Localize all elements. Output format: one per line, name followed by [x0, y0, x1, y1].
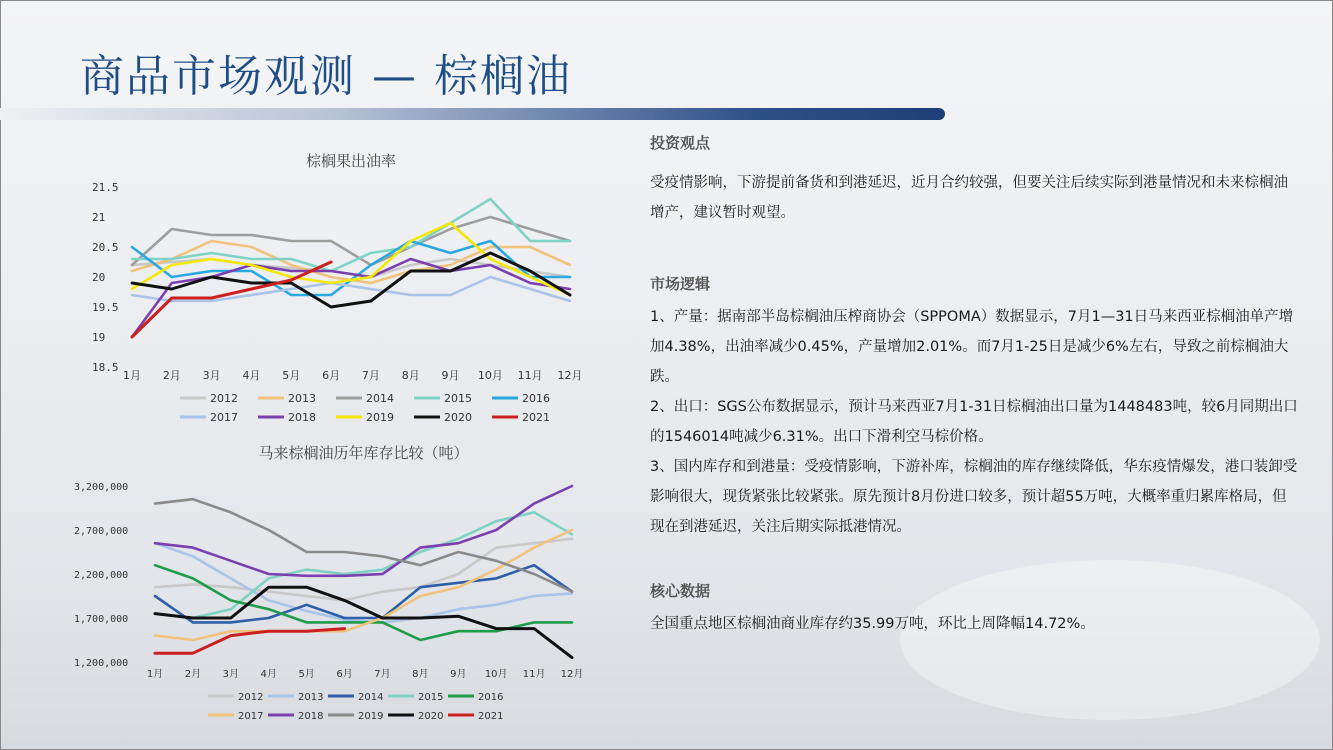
chart-title: 棕榈果出油率	[305, 152, 397, 170]
x-tick-label: 7月	[361, 369, 380, 382]
y-tick-label: 18.5	[92, 361, 119, 374]
section-heading-logic: 市场逻辑	[650, 275, 711, 293]
legend-label-2017: 2017	[238, 711, 264, 722]
x-tick-label: 4月	[260, 669, 277, 680]
y-tick-label: 20	[92, 271, 106, 284]
legend-label-2018: 2018	[288, 411, 316, 424]
x-tick-label: 6月	[322, 369, 341, 382]
y-tick-label: 19	[92, 331, 106, 344]
y-tick-label: 2,700,000	[74, 526, 129, 537]
y-tick-label: 2,200,000	[74, 570, 129, 581]
legend-label-2020: 2020	[418, 711, 444, 722]
chart-title: 马来棕榈油历年库存比较（吨）	[258, 444, 469, 462]
x-tick-label: 12月	[557, 369, 583, 382]
legend-label-2021: 2021	[478, 711, 504, 722]
x-tick-label: 3月	[202, 369, 221, 382]
x-tick-label: 5月	[282, 369, 301, 382]
x-tick-label: 12月	[560, 669, 584, 680]
legend-label-2016: 2016	[478, 692, 504, 703]
title-underline-bar	[0, 108, 945, 120]
y-tick-label: 21	[92, 211, 106, 224]
legend-label-2020: 2020	[444, 411, 472, 424]
x-tick-label: 1月	[123, 369, 141, 382]
x-tick-label: 2月	[162, 369, 181, 382]
x-tick-label: 1月	[146, 669, 164, 680]
section-heading-investment: 投资观点	[650, 134, 711, 152]
section-heading-core-data: 核心数据	[650, 582, 711, 600]
page-title: 商品市场观测 — 棕榈油	[80, 51, 572, 102]
text-column	[650, 128, 1300, 639]
x-tick-label: 10月	[484, 669, 508, 680]
legend-label-2013: 2013	[288, 392, 316, 405]
logic-paragraph-inventory: 3、国内库存和到港量：受疫情影响，下游补库，棕榈油的库存继续降低，华东疫情爆发，港口装卸受影响很大，现货紧张比较紧张。原先预计8月份进口较多，预计超55万吨，大概率重归累库格局，但现在到港延迟，关注后期实际抵港情况。	[650, 459, 1298, 535]
x-tick-label: 3月	[222, 669, 240, 680]
legend-label-2015: 2015	[444, 392, 472, 405]
legend-label-2012: 2012	[210, 392, 238, 405]
x-tick-label: 7月	[374, 669, 391, 680]
y-tick-label: 21.5	[92, 181, 119, 194]
x-tick-label: 4月	[242, 369, 261, 382]
x-tick-label: 5月	[298, 669, 315, 680]
legend-label-2017: 2017	[210, 411, 238, 424]
x-tick-label: 6月	[336, 669, 353, 680]
investment-paragraph: 受疫情影响，下游提前备货和到港延迟，近月合约较强，但要关注后续实际到港量情况和未来棕榈油增产，建议暂时观望。	[650, 175, 1288, 221]
x-tick-label: 8月	[412, 669, 429, 680]
x-tick-label: 9月	[441, 369, 460, 382]
x-tick-label: 10月	[477, 369, 503, 382]
y-tick-label: 1,200,000	[74, 658, 129, 669]
y-tick-label: 19.5	[92, 301, 119, 314]
y-tick-label: 1,700,000	[74, 614, 129, 625]
x-tick-label: 2月	[184, 669, 202, 680]
legend-label-2018: 2018	[298, 711, 324, 722]
legend-label-2013: 2013	[298, 692, 324, 703]
y-tick-label: 3,200,000	[74, 482, 129, 493]
logic-paragraph-export: 2、出口：SGS公布数据显示，预计马来西亚7月1-31日棕榈油出口量为1448483吨，较6月同期出口的1546014吨减少6.31%。出口下滑利空马棕价格。	[650, 399, 1298, 445]
legend-label-2012: 2012	[238, 692, 264, 703]
chart-inventory-comparison	[60, 436, 600, 726]
x-tick-label: 8月	[401, 369, 420, 382]
legend-label-2014: 2014	[366, 392, 394, 405]
legend-label-2019: 2019	[358, 711, 384, 722]
x-tick-label: 9月	[450, 669, 467, 680]
logic-paragraph-production: 1、产量：据南部半岛棕榈油压榨商协会（SPPOMA）数据显示，7月1—31日马来西亚棕榈油单产增加4.38%，出油率减少0.45%，产量增加2.01%。而7月1-25日是减少6%左右，导致之前棕榈油大跌。	[650, 309, 1294, 385]
y-tick-label: 20.5	[92, 241, 119, 254]
legend-label-2014: 2014	[358, 692, 384, 703]
core-data-paragraph: 全国重点地区棕榈油商业库存约35.99万吨，环比上周降幅14.72%。	[650, 616, 1095, 632]
legend-label-2021: 2021	[522, 411, 550, 424]
x-tick-label: 11月	[517, 369, 543, 382]
legend-label-2019: 2019	[366, 411, 394, 424]
legend-label-2016: 2016	[522, 392, 550, 405]
x-tick-label: 11月	[522, 669, 546, 680]
chart-oil-extraction-rate	[60, 142, 600, 432]
legend-label-2015: 2015	[418, 692, 444, 703]
